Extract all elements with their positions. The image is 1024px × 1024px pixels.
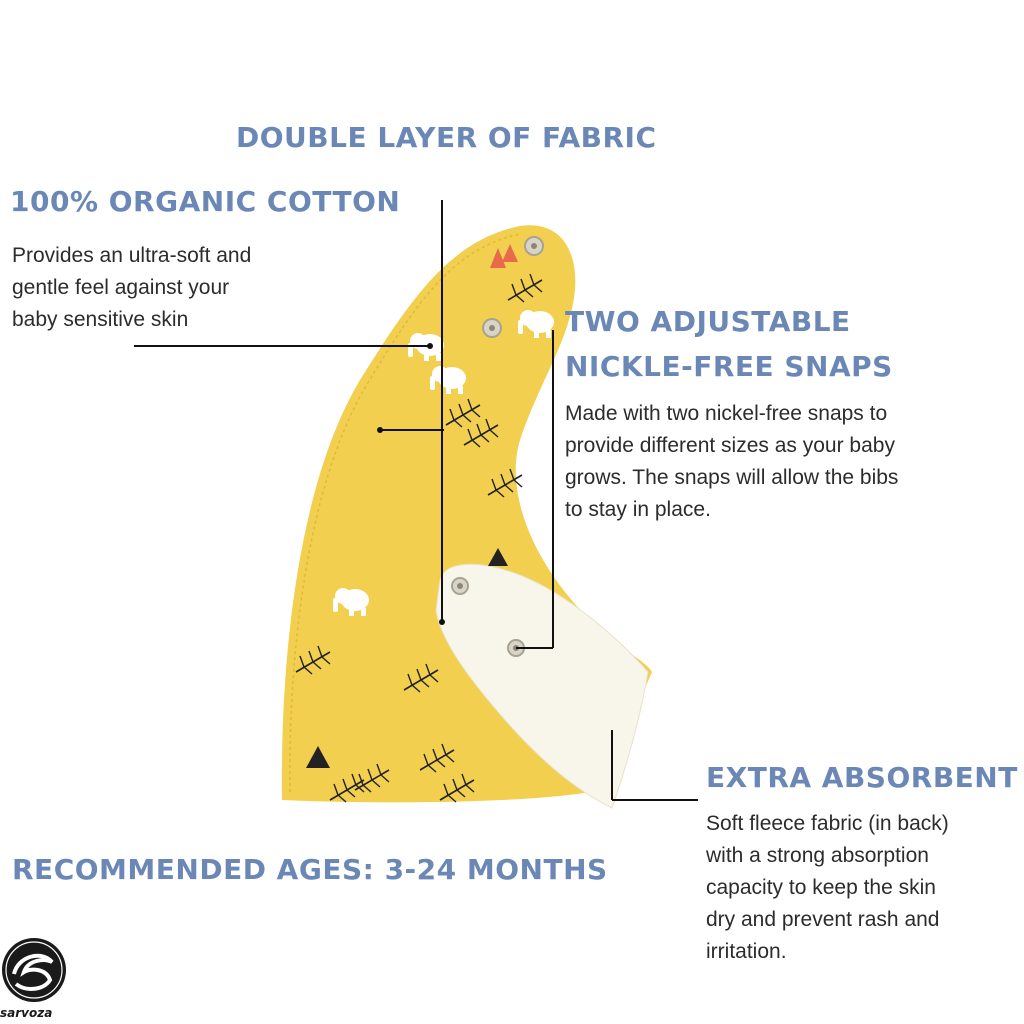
description-snaps: [565, 398, 898, 526]
description-line: grows. The snaps will allow the bibs: [565, 466, 899, 489]
description-line: baby sensitive skin: [12, 308, 189, 331]
description-extra-absorbent: [706, 808, 949, 968]
description-line: Provides an ultra-soft and: [12, 244, 252, 267]
description-line: to stay in place.: [565, 498, 711, 521]
description-line: gentle feel against your: [12, 276, 230, 299]
logo-text: sarvoza: [0, 1006, 53, 1020]
description-line: Made with two nickel-free snaps to: [565, 402, 888, 425]
snap-icon: [525, 237, 543, 255]
description-line: dry and prevent rash and: [706, 908, 940, 931]
snap-icon: [452, 578, 468, 594]
description-line: irritation.: [706, 940, 787, 963]
description-line: with a strong absorption: [706, 844, 929, 867]
description-line: capacity to keep the skin: [706, 876, 936, 899]
description-line: provide different sizes as your baby: [565, 434, 895, 457]
heading-extra-absorbent: EXTRA ABSORBENT: [706, 761, 1018, 794]
snap-icon: [483, 319, 501, 337]
heading-organic-cotton: 100% ORGANIC COTTON: [10, 185, 401, 218]
heading-double-layer: DOUBLE LAYER OF FABRIC: [236, 121, 657, 154]
description-organic-cotton: [12, 240, 251, 336]
heading-recommended-ages: RECOMMENDED AGES: 3-24 MONTHS: [12, 853, 608, 886]
heading-snaps-line1: TWO ADJUSTABLE: [565, 305, 851, 338]
description-line: Soft fleece fabric (in back): [706, 812, 949, 835]
heading-snaps-line2: NICKLE-FREE SNAPS: [565, 349, 893, 383]
heading-snaps: [565, 300, 893, 390]
